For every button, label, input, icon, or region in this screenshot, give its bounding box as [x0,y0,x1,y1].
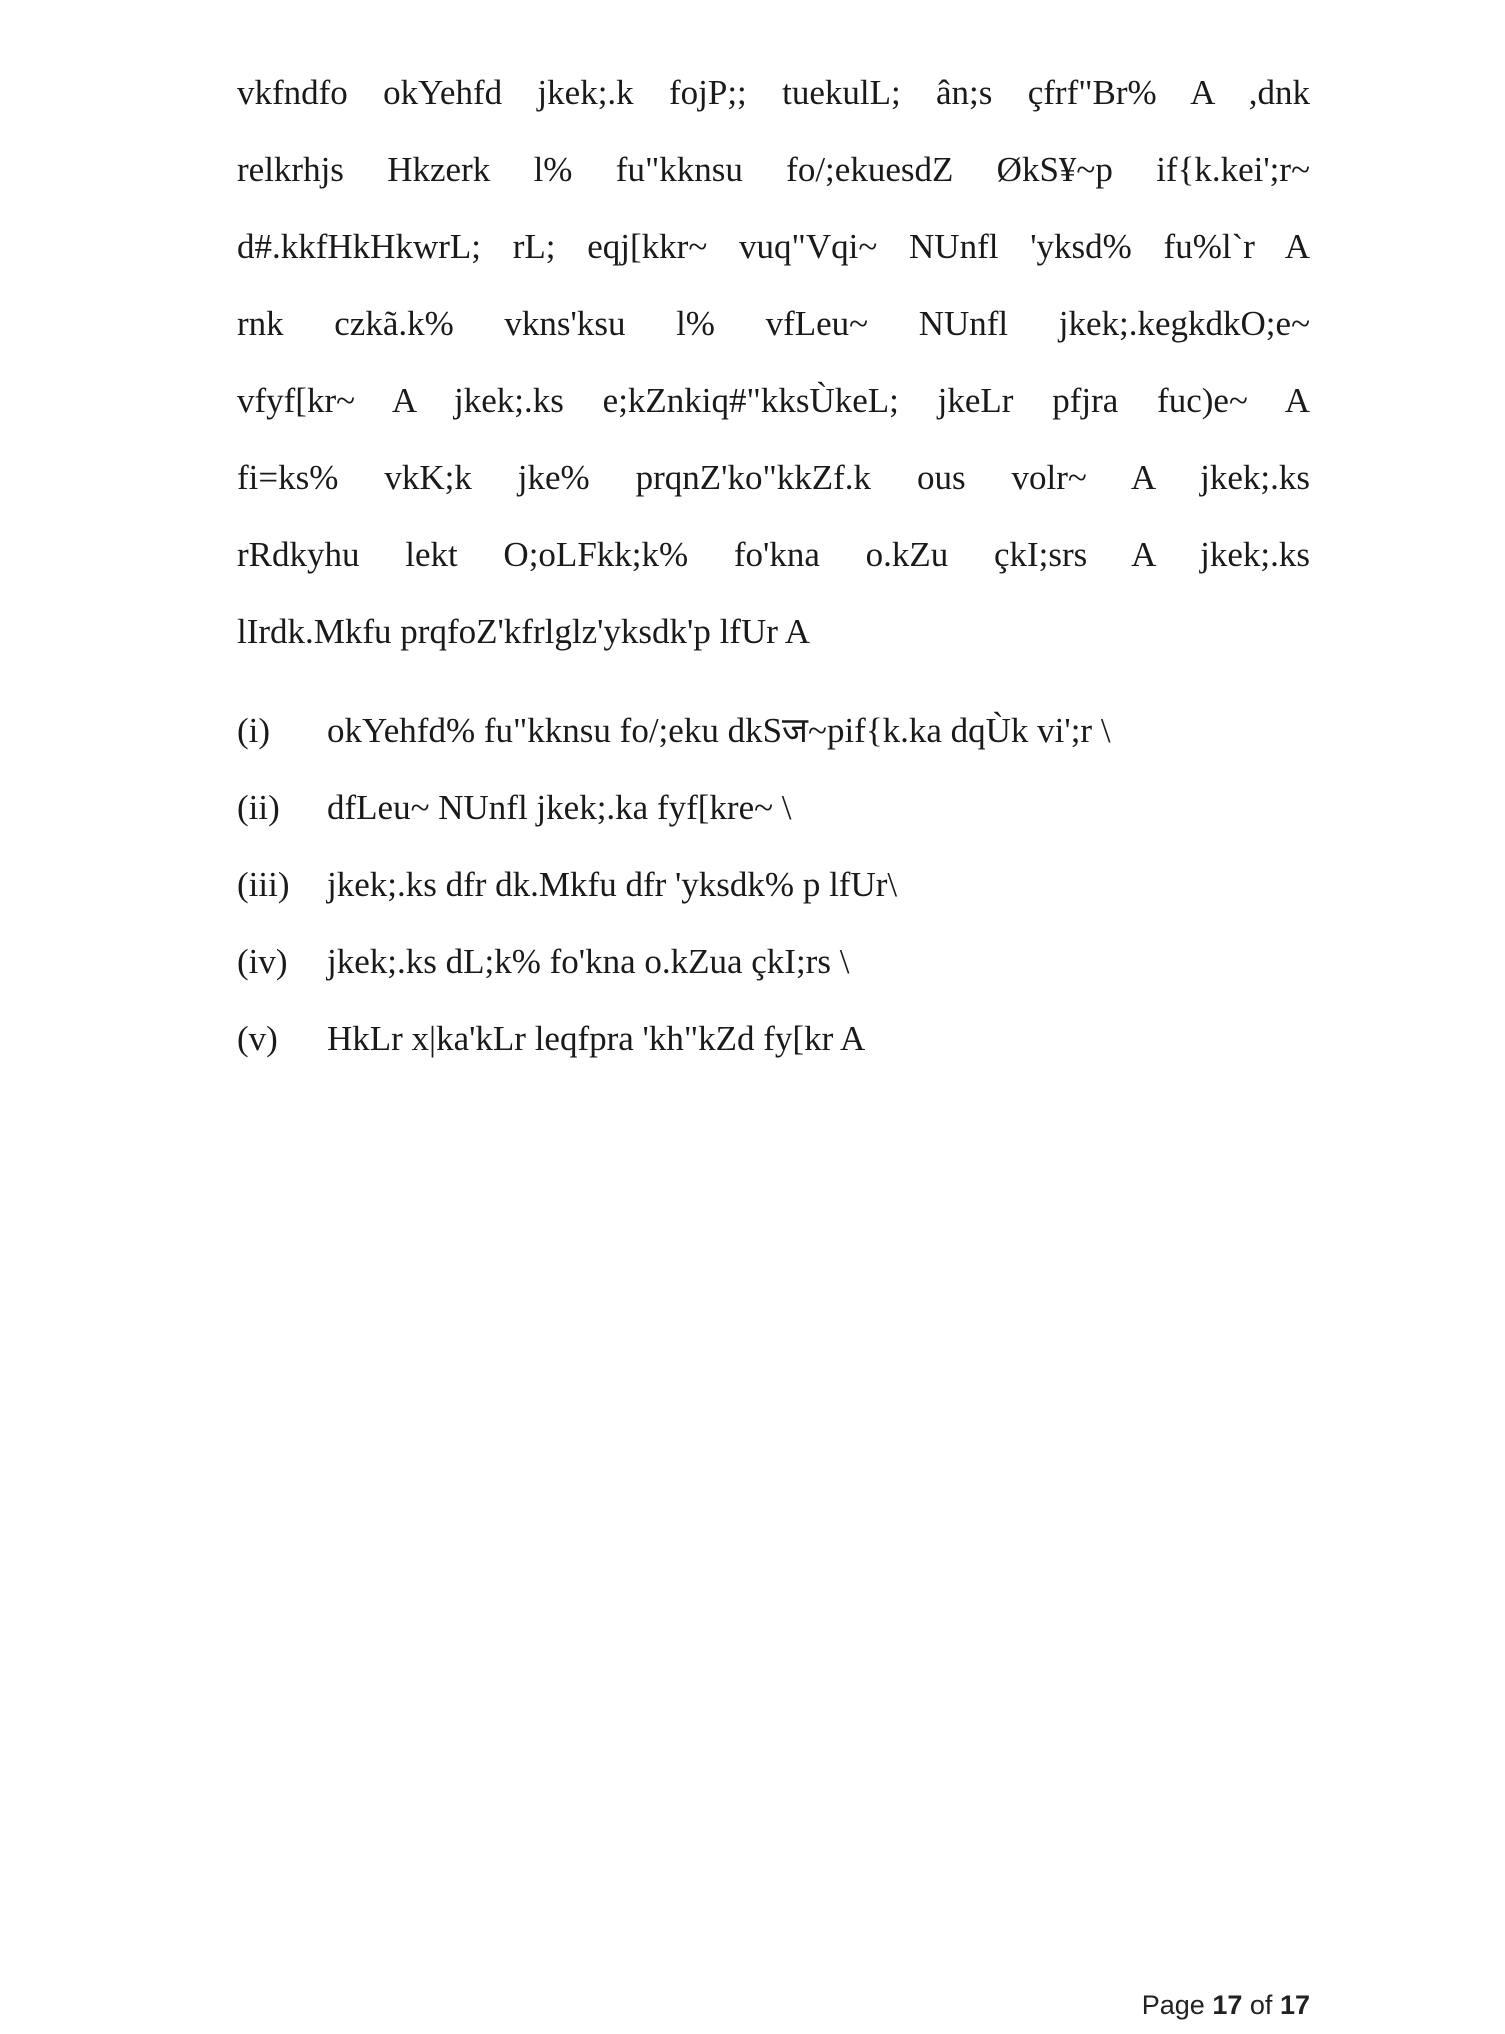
list-number: (iv) [237,942,288,981]
list-item [237,937,1310,1014]
list-item [237,860,1310,937]
list-text: HkLr x|ka'kLr leqfpra 'kh"kZd fy[kr A [327,1019,866,1058]
total-pages: 17 [1279,1990,1310,2020]
list-text: jkek;.ks dfr dk.Mkfu dfr 'yksdk% p lfUr\ [327,865,898,904]
list-number: (v) [237,1019,278,1058]
list-item [237,783,1310,860]
current-page: 17 [1212,1990,1243,2020]
list-number: (ii) [237,788,280,827]
of-word: of [1249,1990,1273,2020]
paragraph-line: fi=ks% vkK;k jke% prqnZ'ko"kkZf.k ous volr~ A jkek;.ks [237,458,1310,497]
list-item [237,1014,1310,1091]
paragraph-line: d#.kkfHkHkwrL; rL; eqj[kkr~ vuq"Vqi~ NUnfl 'yksd% fu%l`r A [237,227,1310,266]
list-number: (iii) [237,865,290,904]
question-list [237,706,1310,1091]
list-text: okYehfd% fu"kknsu fo/;eku dkSज~pif{k.ka dqÙk vi';r \ [327,711,1111,750]
list-number: (i) [237,711,271,750]
list-item [237,706,1310,783]
paragraph-line: rRdkyhu lekt O;oLFkk;k% fo'kna o.kZu çkI;srs A jkek;.ks [237,535,1310,574]
paragraph-line: rnk czkã.k% vkns'ksu l% vfLeu~ NUnfl jkek;.kegkdkO;e~ [237,304,1310,343]
paragraph-line: relkrhjs Hkzerk l% fu"kknsu fo/;ekuesdZ ØkS¥~p if{k.kei';r~ [237,150,1310,189]
page-number [1142,1990,1310,2021]
list-text: jkek;.ks dL;k% fo'kna o.kZua çkI;rs \ [327,942,850,981]
paragraph-line: vfyf[kr~ A jkek;.ks e;kZnkiq#"kksÙkeL; jkeLr pfjra fuc)e~ A [237,381,1310,420]
page-word: Page [1141,1990,1205,2020]
body-paragraph [237,68,1310,684]
paragraph-line: lIrdk.Mkfu prqfoZ'kfrlglz'yksdk'p lfUr A [237,612,810,651]
list-text: dfLeu~ NUnfl jkek;.ka fyf[kre~ \ [327,788,792,827]
paragraph-line: vkfndfo okYehfd jkek;.k fojP;; tuekulL; ân;s çfrf"Br% A ,dnk [237,73,1310,112]
